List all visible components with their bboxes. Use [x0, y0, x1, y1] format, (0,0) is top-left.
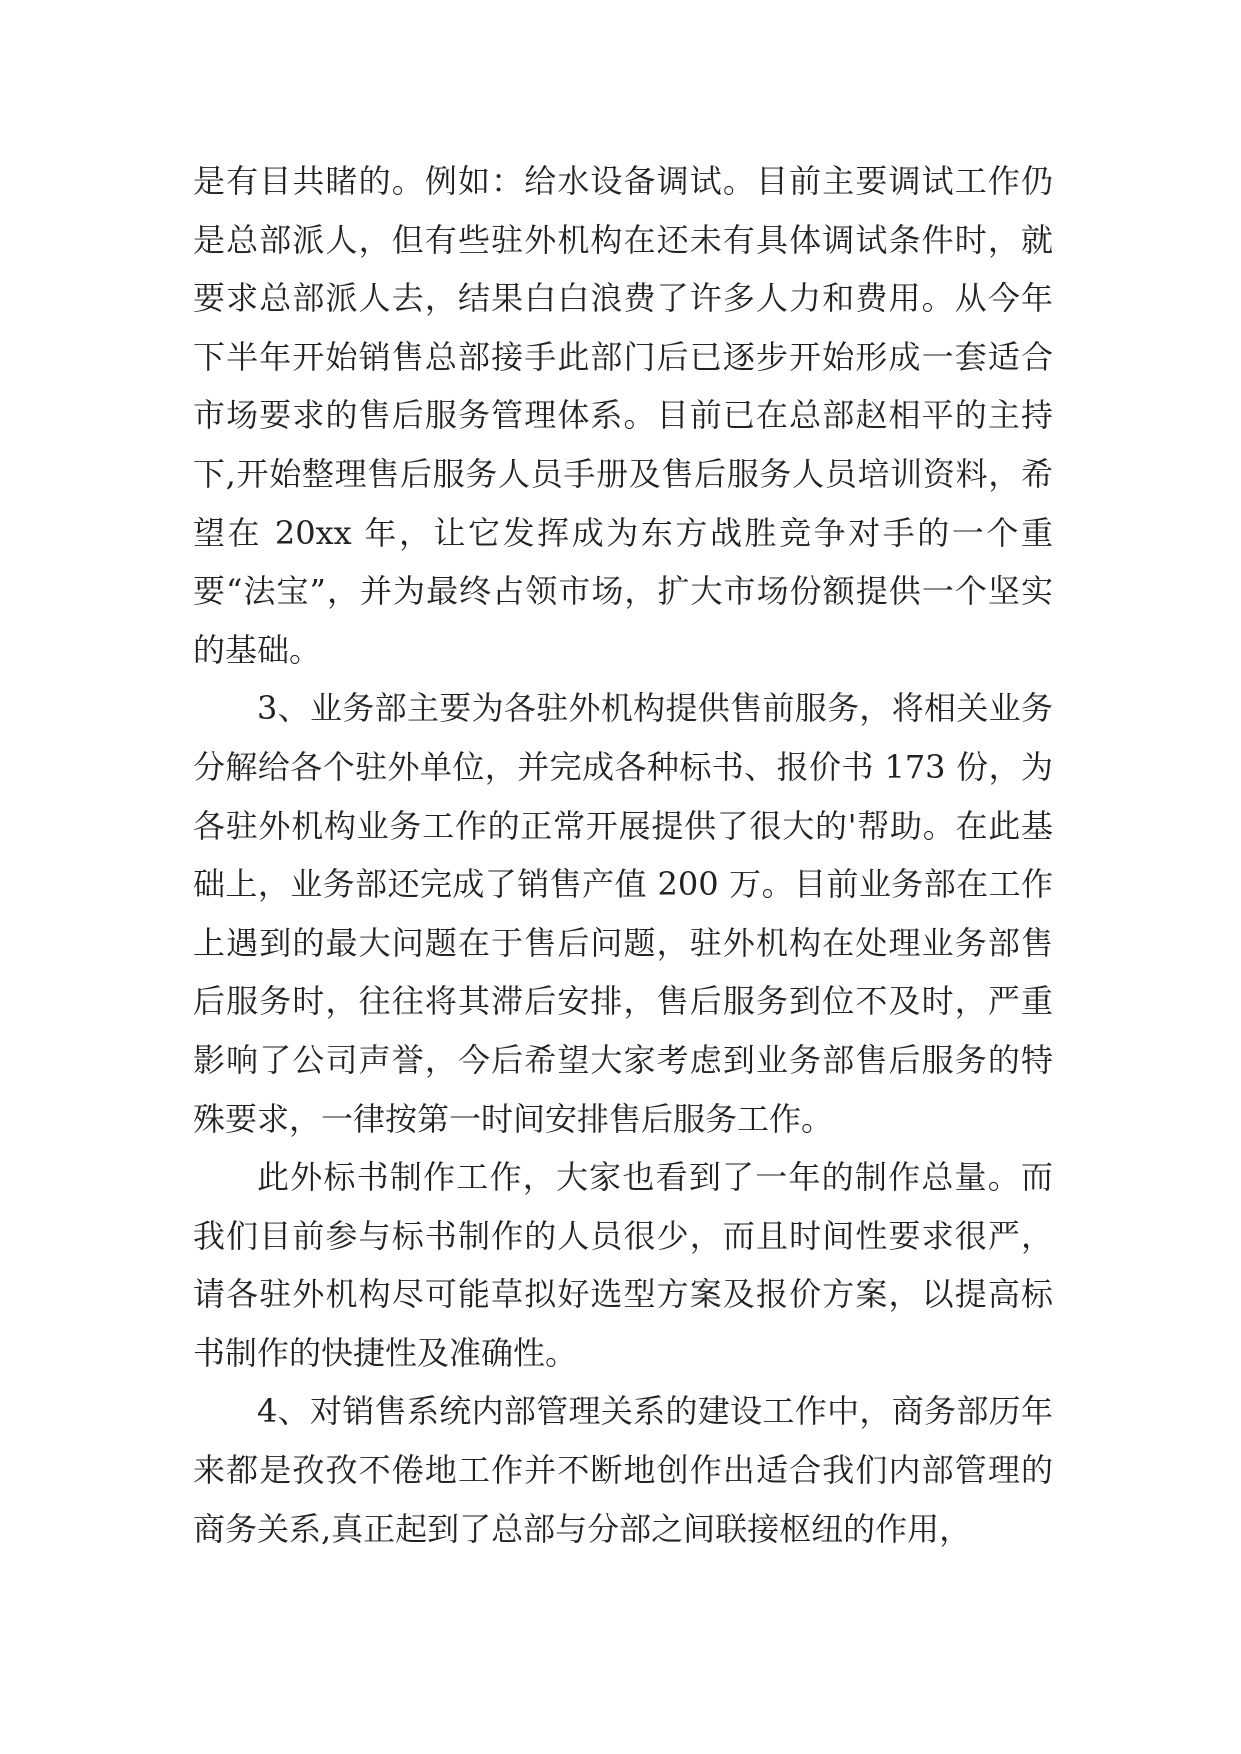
paragraph-commerce-dept: 4、对销售系统内部管理关系的建设工作中，商务部历年来都是孜孜不倦地工作并不断地创作出适合我们内部管理的商务关系,真正起到了总部与分部之间联接枢纽的作用，	[193, 1392, 1053, 1548]
paragraph-service-system: 是有目共睹的。例如：给水设备调试。目前主要调试工作仍是总部派人，但有些驻外机构在还未有具体调试条件时，就要求总部派人去，结果白白浪费了许多人力和费用。从今年下半年开始销售总部接手此部门后已逐步开始形成一套适合市场要求的售后服务管理体系。目前已在总部赵相平的主持下,开始整理售后服务人员手册及售后服务人员培训资料，希望在 20xx 年，让它发挥成为东方战胜竞争对手的一个重要“法宝”，并为最终占领市场，扩大市场份额提供一个坚实的基础。	[193, 162, 1053, 669]
paragraph-tender-docs: 此外标书制作工作，大家也看到了一年的制作总量。而我们目前参与标书制作的人员很少，而且时间性要求很严，请各驻外机构尽可能草拟好选型方案及报价方案，以提高标书制作的快捷性及准确性。	[193, 1158, 1053, 1372]
paragraph-business-dept: 3、业务部主要为各驻外机构提供售前服务，将相关业务分解给各个驻外单位，并完成各种标书、报价书 173 份，为各驻外机构业务工作的正常开展提供了很大的'帮助。在此基础上，业务部还完成了销售产值 200 万。目前业务部在工作上遇到的最大问题在于售后问题，驻外机构在处理业务部售后服务时，往往将其滞后安排，售后服务到位不及时，严重影响了公司声誉，今后希望大家考虑到业务部售后服务的特殊要求，一律按第一时间安排售后服务工作。	[193, 689, 1053, 1138]
document-body	[193, 152, 1053, 1558]
